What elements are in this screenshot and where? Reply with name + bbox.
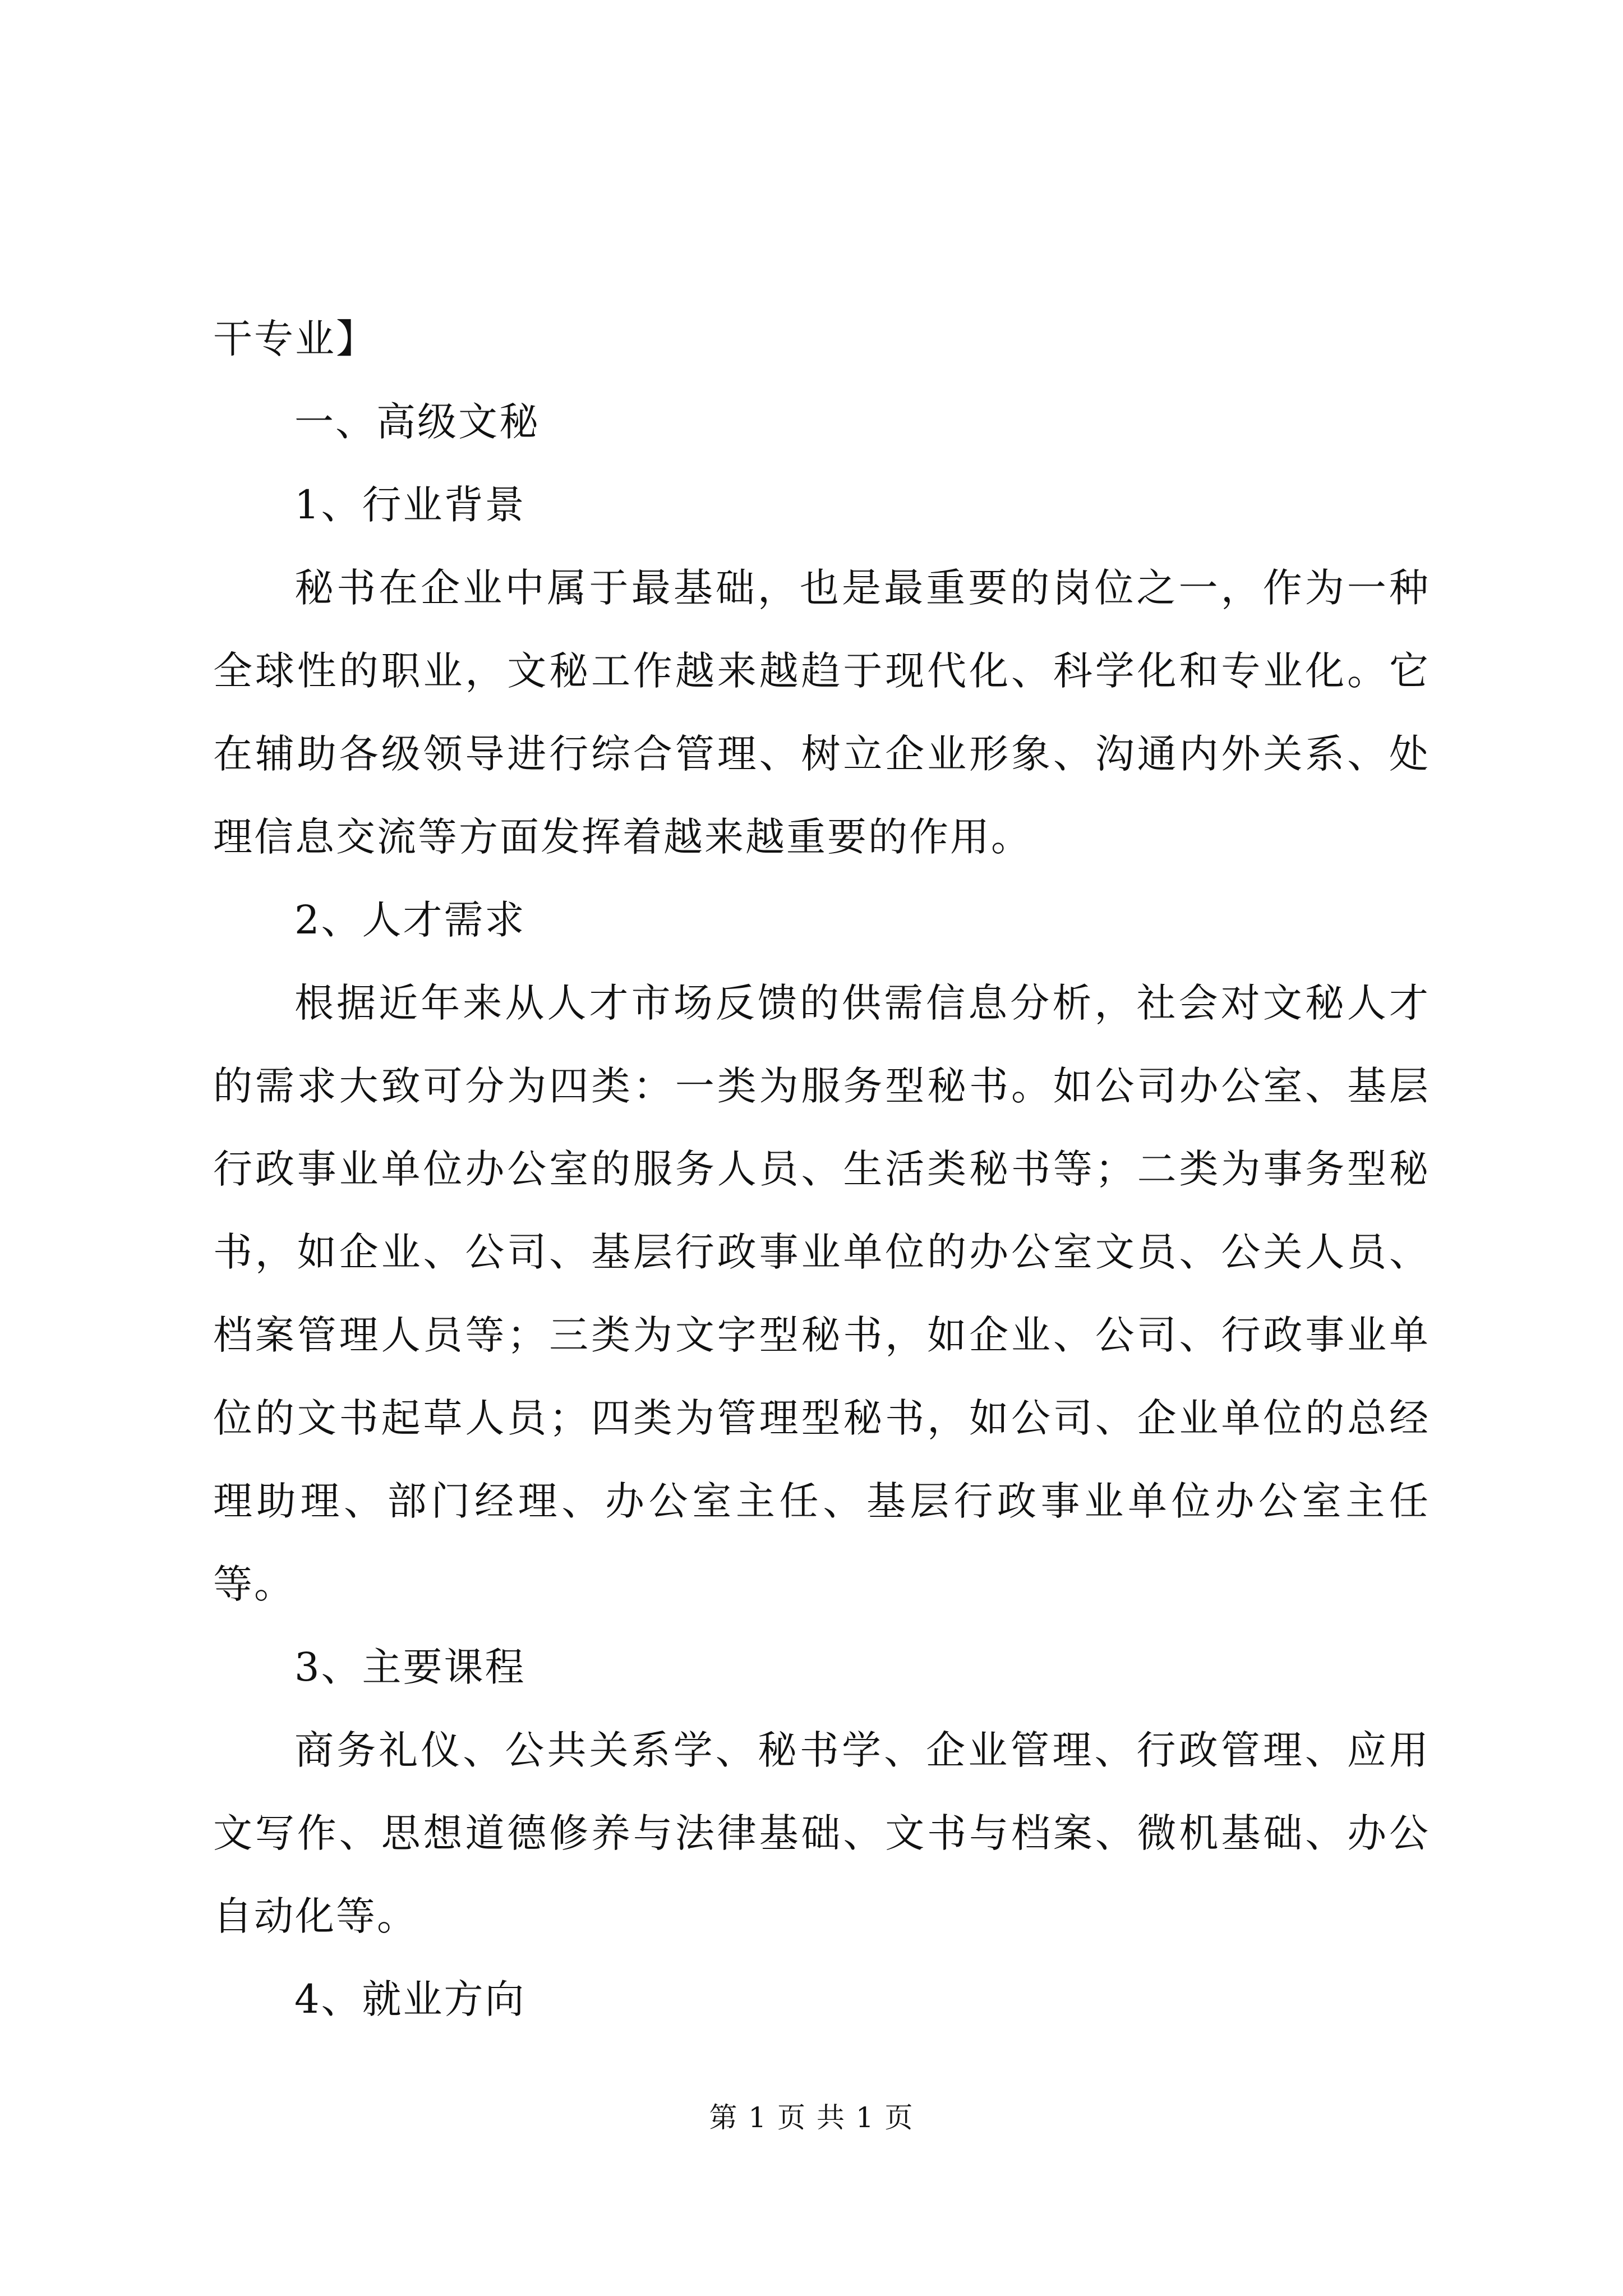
- paragraph-industry-background: 秘书在企业中属于最基础，也是最重要的岗位之一，作为一种全球性的职业，文秘工作越来越趋于现代化、科学化和专业化。它在辅助各级领导进行综合管理、树立企业形象、沟通内外关系、处理信息交流等方面发挥着越来越重要的作用。: [213, 565, 1430, 860]
- subheading-talent-demand: 2、人才需求: [294, 897, 526, 943]
- paragraph-continuation: 干专业】: [213, 316, 377, 362]
- page-footer: [0, 2101, 1623, 2134]
- subheading-employment-direction: 4、就业方向: [294, 1976, 526, 2022]
- subheading-main-courses: 3、主要课程: [294, 1644, 526, 1690]
- paragraph-talent-demand: 根据近年来从人才市场反馈的供需信息分析，社会对文秘人才的需求大致可分为四类：一类为服务型秘书。如公司办公室、基层行政事业单位办公室的服务人员、生活类秘书等；二类为事务型秘书，如企业、公司、基层行政事业单位的办公室文员、公关人员、档案管理人员等；三类为文字型秘书，如企业、公司、行政事业单位的文书起草人员；四类为管理型秘书，如公司、企业单位的总经理助理、部门经理、办公室主任、基层行政事业单位办公室主任等。: [213, 980, 1430, 1607]
- subheading-industry-background: 1、行业背景: [294, 482, 526, 528]
- page-number-label: 第 1 页 共 1 页: [709, 2101, 914, 2134]
- paragraph-main-courses: 商务礼仪、公共关系学、秘书学、企业管理、行政管理、应用文写作、思想道德修养与法律基础、文书与档案、微机基础、办公自动化等。: [213, 1727, 1430, 1939]
- section-heading-senior-secretary: 一、高级文秘: [294, 399, 540, 445]
- document-body: [213, 297, 1430, 2041]
